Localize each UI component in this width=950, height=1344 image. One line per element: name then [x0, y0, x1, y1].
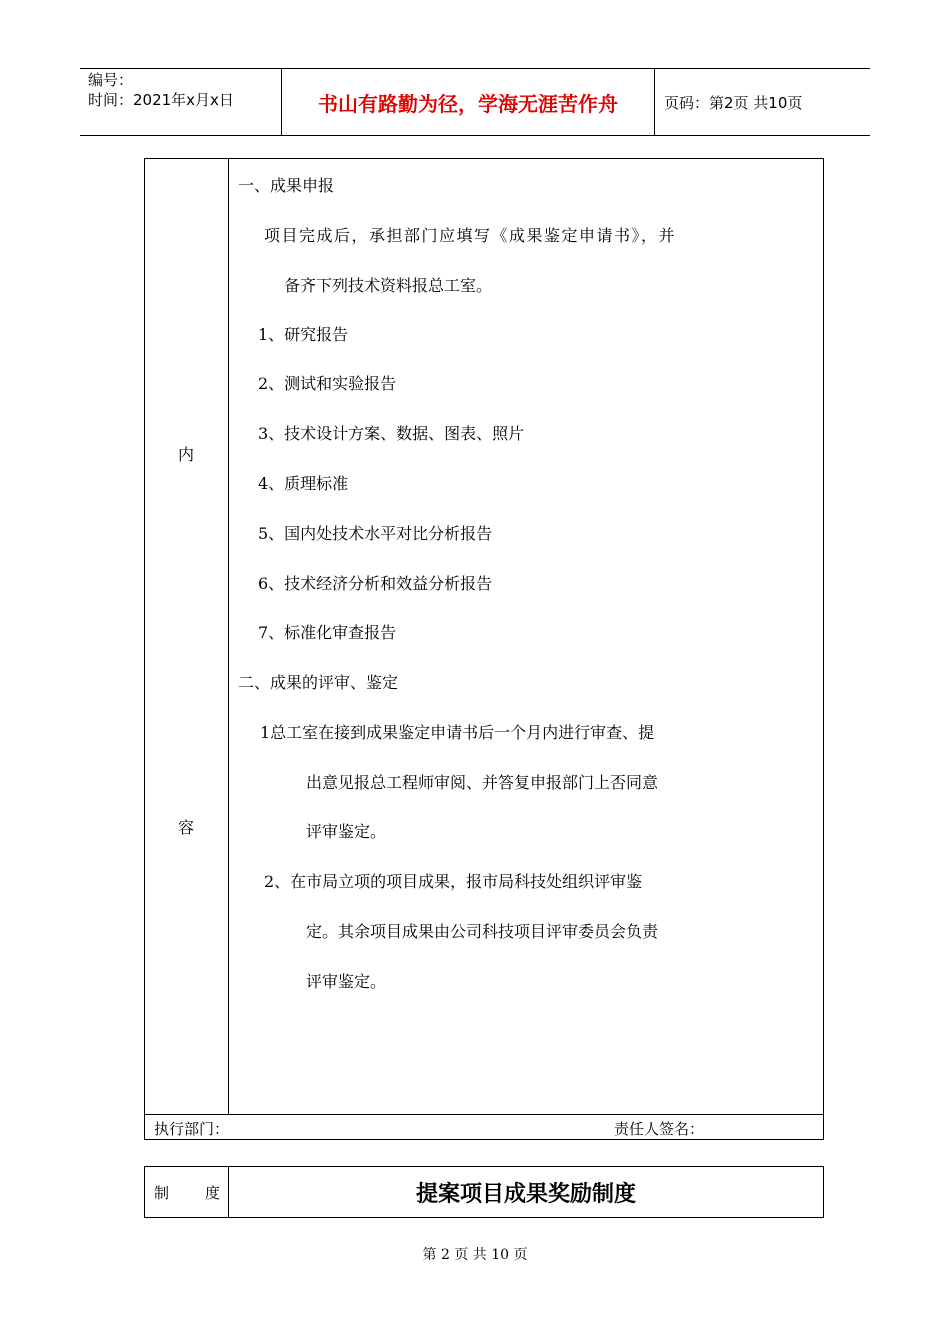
paragraph-line: 定。其余项目成果由公司科技项目评审委员会负责: [306, 922, 659, 941]
header-page-info: 页码：第2页 共10页: [664, 93, 803, 112]
paragraph-line: 出意见报总工程师审阅、并答复申报部门上否同意: [306, 773, 659, 792]
paragraph-line: 1总工室在接到成果鉴定申请书后一个月内进行审查、提: [260, 723, 655, 742]
header-motto: 书山有路勤为径，学海无涯苦作舟: [318, 91, 618, 116]
list-item: 6、技术经济分析和效益分析报告: [258, 574, 493, 593]
section-heading: 二、成果的评审、鉴定: [238, 673, 399, 692]
content-table-divider: [228, 158, 229, 1114]
time-label: 时间：2021年x月x日: [88, 91, 234, 109]
content-table: [144, 158, 824, 1140]
rule-label-left: 制: [154, 1183, 170, 1202]
list-item: 3、技术设计方案、数据、图表、照片: [258, 424, 525, 443]
list-item: 7、标准化审查报告: [258, 623, 397, 642]
dept-label: 执行部门：: [154, 1120, 230, 1138]
header-divider-right: [654, 68, 655, 136]
rule-title: 提案项目成果奖励制度: [415, 1181, 636, 1207]
paragraph-line: 项目完成后，承担部门应填写《成果鉴定申请书》，并: [264, 226, 677, 245]
paragraph-line: 备齐下列技术资料报总工室。: [284, 276, 493, 295]
list-item: 4、质理标准: [258, 474, 349, 493]
side-label-top: 内: [178, 445, 195, 464]
rule-label-right: 度: [204, 1183, 220, 1202]
sign-label: 责任人签名：: [614, 1120, 705, 1138]
content-table-footer-rule: [144, 1114, 824, 1115]
page-footer: 第 2 页 共 10 页: [422, 1247, 528, 1263]
paragraph-line: 评审鉴定。: [306, 822, 387, 841]
header-left-block: [88, 70, 234, 110]
section-heading: 一、成果申报: [238, 176, 335, 195]
number-label: 编号：: [88, 71, 134, 89]
paragraph-line: 评审鉴定。: [306, 972, 387, 991]
list-item: 5、国内处技术水平对比分析报告: [258, 524, 493, 543]
side-label-bottom: 容: [178, 818, 195, 837]
list-item: 2、测试和实验报告: [258, 374, 397, 393]
list-item: 1、研究报告: [258, 325, 349, 344]
rule-label: [154, 1166, 220, 1218]
paragraph-line: 2、在市局立项的项目成果，报市局科技处组织评审鉴: [264, 872, 643, 891]
